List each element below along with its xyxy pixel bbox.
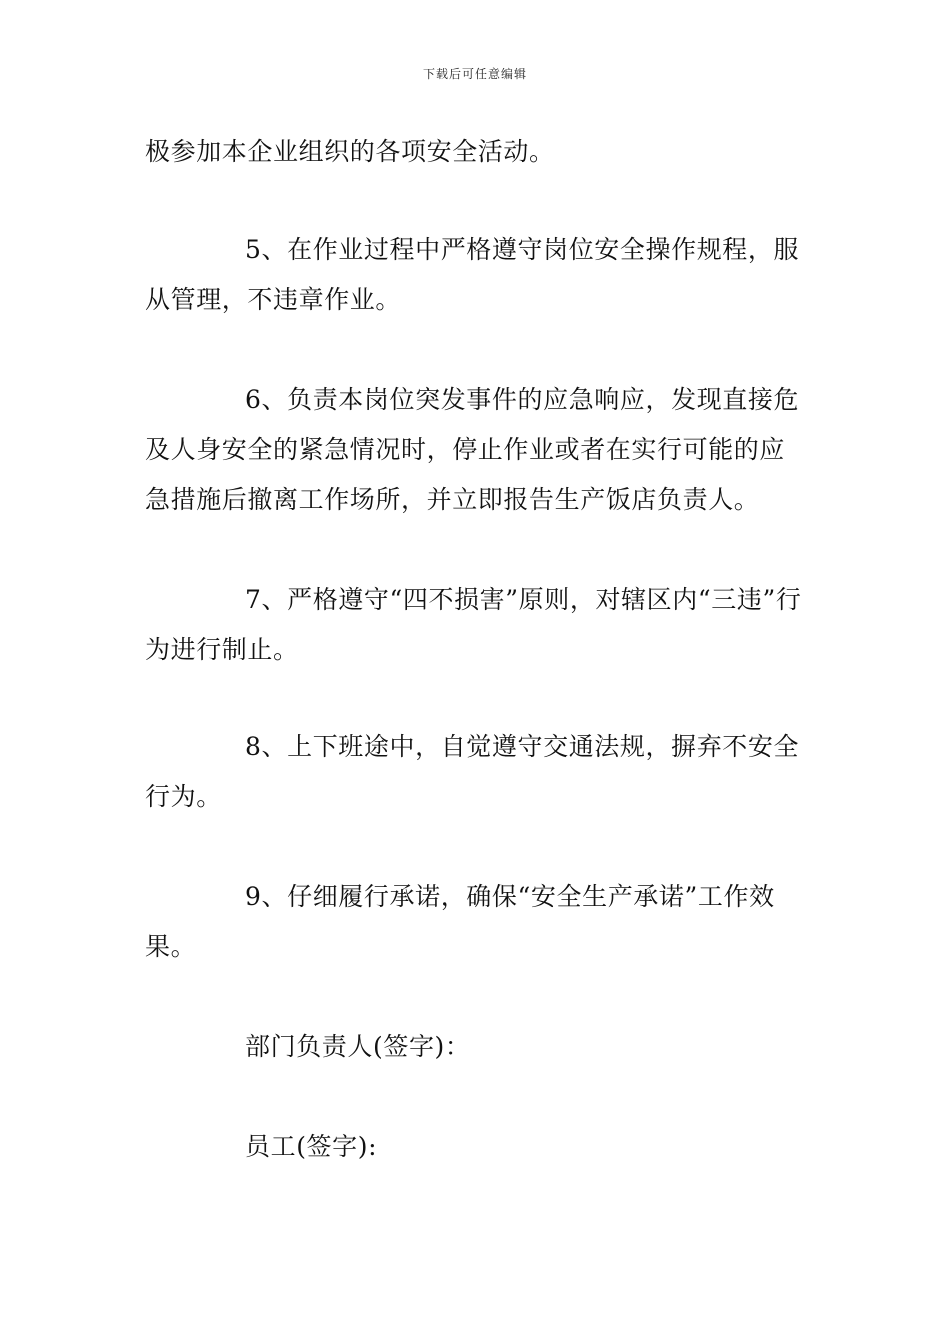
paragraph-item-5: 5、在作业过程中严格遵守岗位安全操作规程，服从管理，不违章作业。	[145, 235, 800, 314]
department-head-signature-label: 部门负责人(签字)：	[245, 1032, 471, 1061]
page-header-note: 下载后可任意编辑	[422, 67, 527, 81]
paragraph-item-7: 7、严格遵守“四不损害”原则，对辖区内“三违”行为进行制止。	[145, 585, 802, 664]
paragraph-item-8: 8、上下班途中，自觉遵守交通法规，摒弃不安全行为。	[145, 732, 800, 811]
paragraph-continuation: 极参加本企业组织的各项安全活动。	[145, 137, 555, 166]
employee-signature-label: 员工(签字):	[245, 1132, 378, 1161]
paragraph-item-6: 6、负责本岗位突发事件的应急响应，发现直接危及人身安全的紧急情况时，停止作业或者在实行可能的应急措施后撤离工作场所，并立即报告生产饭店负责人。	[145, 385, 800, 514]
paragraph-item-9: 9、仔细履行承诺，确保“安全生产承诺”工作效果。	[145, 882, 775, 961]
